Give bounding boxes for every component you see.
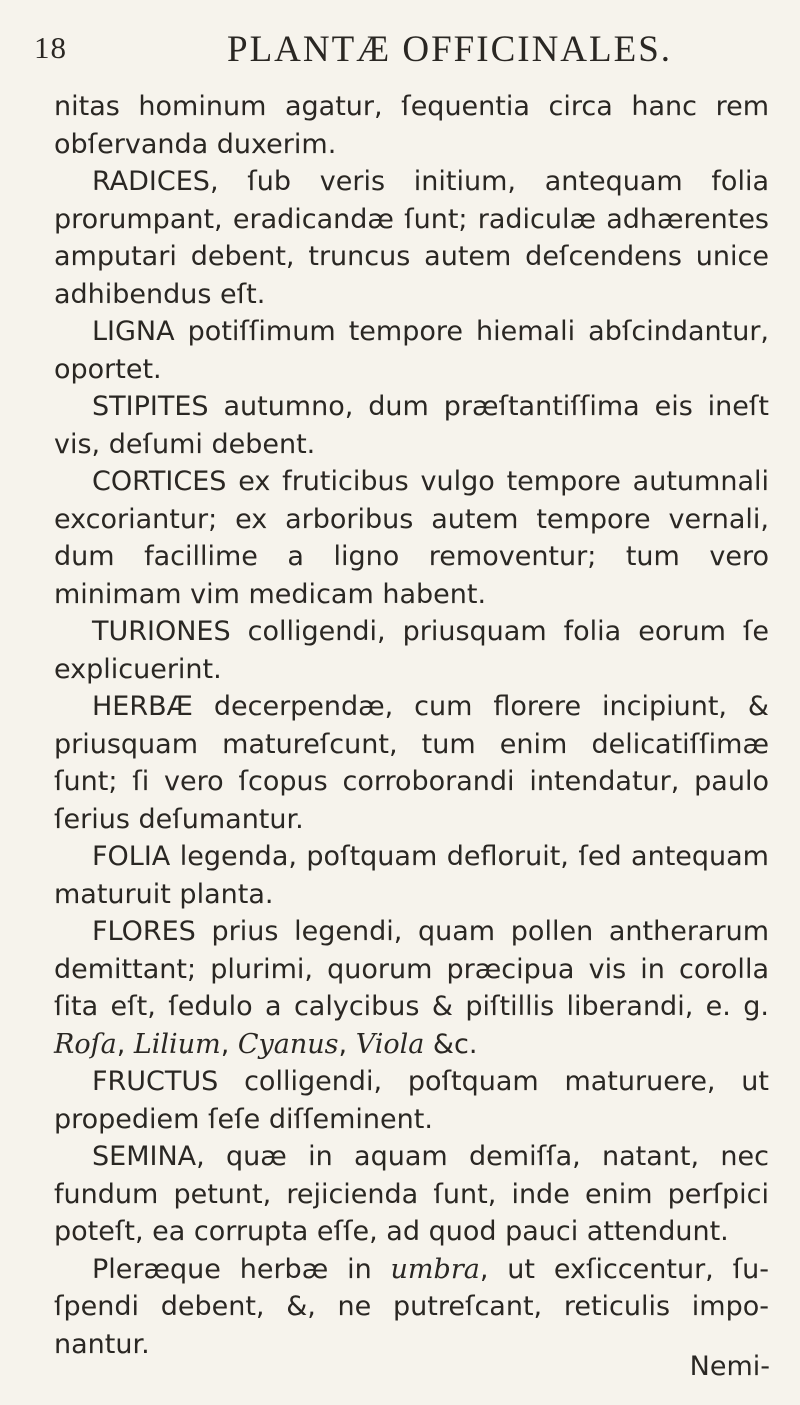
paragraph-ligna: LIGNA potiſſimum tempore hiemali abſcindantur, oportet. [54,316,769,385]
paragraph-stipites: STIPITES autumno, dum præſtantiſſima eis ineſt vis, deſumi debent. [54,391,769,460]
paragraph-folia: FOLIA legenda, poſtquam defloruit, ſed antequam maturuit planta. [54,841,769,910]
page-header [34,18,720,78]
italic-viola: Viola [355,1028,425,1060]
paragraph-semina: SEMINA, quæ in aquam demiſſa, natant, nec fundum petunt, rejicienda ſunt, inde enim perſpici poteſt, ea corrupta eſſe, ad quod pauci attendunt. [54,1141,769,1247]
separator: , [116,1028,134,1060]
separator: , [220,1028,238,1060]
italic-umbra: umbra [390,1253,480,1285]
body-text [54,88,769,1363]
catchword: Nemi- [689,1351,770,1382]
paragraph-radices: RADICES, ſub veris initium, antequam folia prorumpant, eradicandæ ſunt; radiculæ adhærentes amputari debent, truncus autem deſcendens unice adhibendus eſt. [54,166,769,310]
pleraeque-text-end: , ut exſiccentur, ſuſpendi debent, &, ne putreſcant, reticulis imponantur. [54,1253,769,1360]
paragraph-cortices: CORTICES ex fruticibus vulgo tempore autumnali excoriantur; ex arboribus autem tempore vernali, dum facillime a ligno removentur; tum vero minimam vim medicam habent. [54,466,769,610]
separator: , [338,1028,356,1060]
flores-text: FLORES prius legendi, quam pollen antherarum demittant; plurimi, quorum præcipua vis in corolla ſita eſt, ſedulo a calycibus & piſtillis liberandi, e. g. [54,916,769,1022]
paragraph-fructus: FRUCTUS colligendi, poſtquam maturuere, ut propediem ſeſe diſſeminent. [54,1066,769,1135]
running-head: PLANTÆ OFFICINALES. [227,29,673,70]
italic-rosa: Roſa [54,1028,117,1060]
paragraph-flores [54,913,769,1063]
italic-cyanus: Cyanus [237,1028,339,1060]
pleraeque-text: Pleræque herbæ in [92,1253,391,1285]
flores-text-end: &c. [424,1028,478,1060]
paragraph-pleraeque [54,1251,769,1364]
paragraph-herbae: HERBÆ decerpendæ, cum florere incipiunt, & priusquam matureſcunt, tum enim delicatiſſimæ ſunt; ſi vero ſcopus corroborandi intendatur, paulo ſerius deſumantur. [54,691,769,835]
paragraph-turiones: TURIONES colligendi, priusquam folia eorum ſe explicuerint. [54,616,769,685]
page-number: 18 [34,30,67,65]
italic-lilium: Lilium [133,1028,221,1060]
paragraph-intro: nitas hominum agatur, ſequentia circa hanc rem obſervanda duxerim. [54,91,769,160]
